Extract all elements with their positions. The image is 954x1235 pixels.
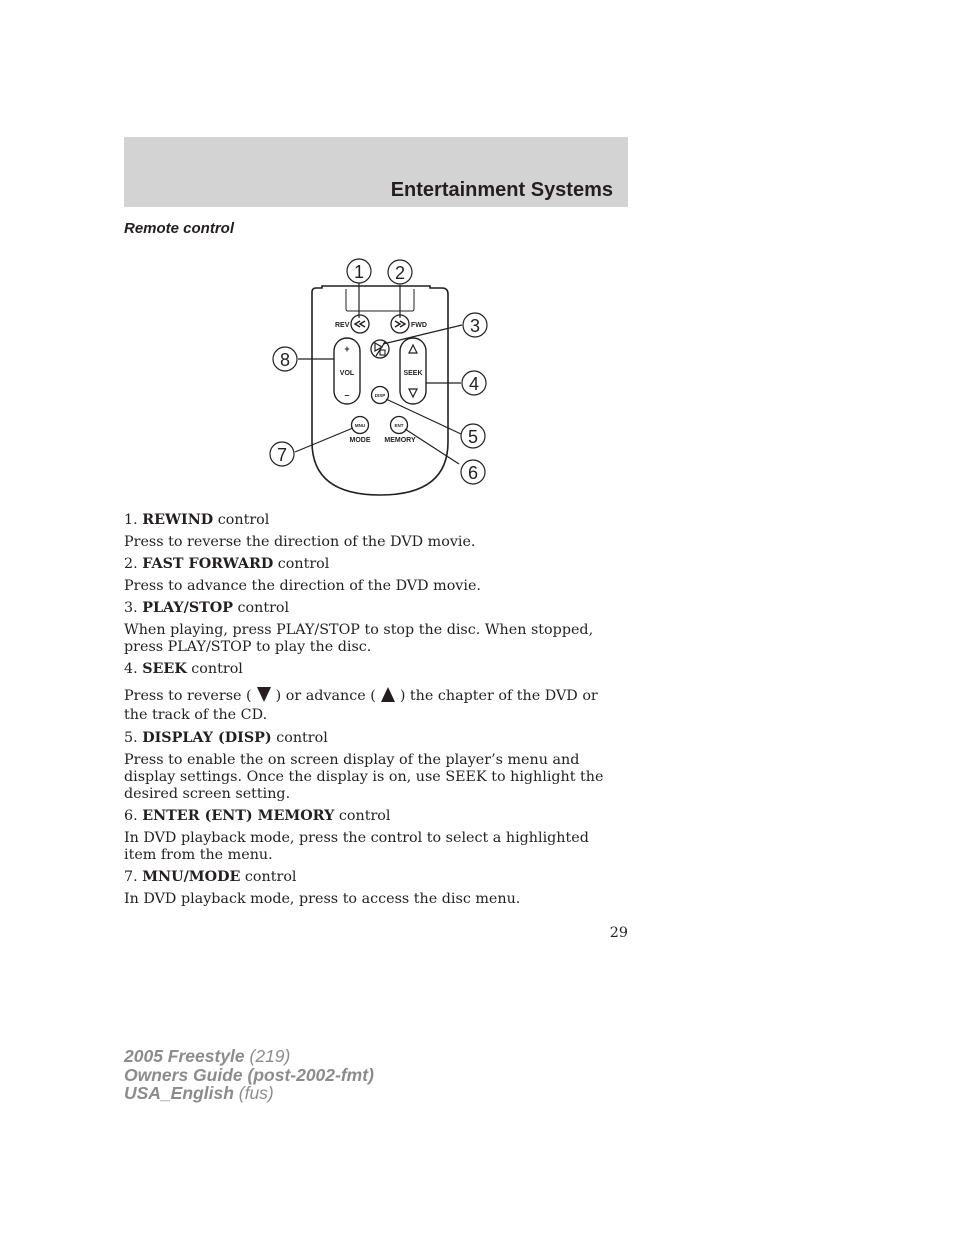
ent-label: ENT bbox=[394, 423, 404, 428]
footer-line-3: USA_English (fus) bbox=[124, 1083, 274, 1103]
footer-line-1: 2005 Freestyle (219) bbox=[124, 1046, 291, 1066]
item-description: Press to advance the direction of the DVD movie. bbox=[124, 578, 481, 594]
seek-label: SEEK bbox=[403, 370, 423, 377]
callout-3: 3 bbox=[469, 316, 481, 336]
fwd-label: FWD bbox=[411, 322, 427, 329]
footer-line-2: Owners Guide (post-2002-fmt) bbox=[124, 1064, 374, 1085]
callout-1: 1 bbox=[353, 262, 365, 282]
triangle-up-icon bbox=[380, 686, 396, 703]
list-item: 6. ENTER (ENT) MEMORY control bbox=[124, 808, 391, 824]
callout-2: 2 bbox=[394, 263, 406, 283]
footer bbox=[124, 1047, 374, 1103]
remote-control-diagram bbox=[262, 252, 502, 502]
callout-8: 8 bbox=[279, 350, 291, 370]
page-number: 29 bbox=[609, 925, 628, 941]
triangle-down-icon bbox=[256, 686, 272, 703]
list-item: 7. MNU/MODE control bbox=[124, 869, 297, 885]
item-description: When playing, press PLAY/STOP to stop the disc. When stopped, press PLAY/STOP to play the disc. bbox=[124, 622, 594, 655]
list-item: 3. PLAY/STOP control bbox=[124, 600, 290, 616]
header-band bbox=[124, 137, 628, 207]
callout-7: 7 bbox=[276, 445, 288, 465]
item-description: In DVD playback mode, press to access the disc menu. bbox=[124, 891, 521, 907]
callout-6: 6 bbox=[467, 463, 479, 483]
disp-label: DISP bbox=[374, 393, 386, 398]
mnu-label: MNU bbox=[354, 423, 366, 428]
control-list bbox=[124, 512, 624, 913]
vol-label: VOL bbox=[339, 370, 355, 377]
item-description: Press to reverse ( ) or advance ( ) the chapter of the DVD or the track of the CD. bbox=[124, 688, 598, 723]
memory-label: MEMORY bbox=[384, 437, 416, 444]
vol-minus-label: – bbox=[344, 390, 350, 400]
item-description: In DVD playback mode, press the control to select a highlighted item from the menu. bbox=[124, 830, 589, 863]
item-description: Press to reverse the direction of the DVD movie. bbox=[124, 534, 476, 550]
vol-plus-label: + bbox=[344, 344, 350, 354]
callout-5: 5 bbox=[467, 427, 479, 447]
callout-4: 4 bbox=[468, 374, 480, 394]
list-item: 1. REWIND control bbox=[124, 512, 270, 528]
list-item: 4. SEEK control bbox=[124, 661, 243, 677]
item-description: Press to enable the on screen display of the player’s menu and display settings. Once the display is on, use SEEK to highlight the desired screen setting. bbox=[124, 752, 604, 802]
list-item: 2. FAST FORWARD control bbox=[124, 556, 330, 572]
page-title: Entertainment Systems bbox=[390, 179, 613, 201]
rev-label: REV bbox=[335, 322, 350, 329]
list-item: 5. DISPLAY (DISP) control bbox=[124, 730, 328, 746]
mode-label: MODE bbox=[349, 437, 371, 444]
section-title: Remote control bbox=[124, 220, 235, 237]
